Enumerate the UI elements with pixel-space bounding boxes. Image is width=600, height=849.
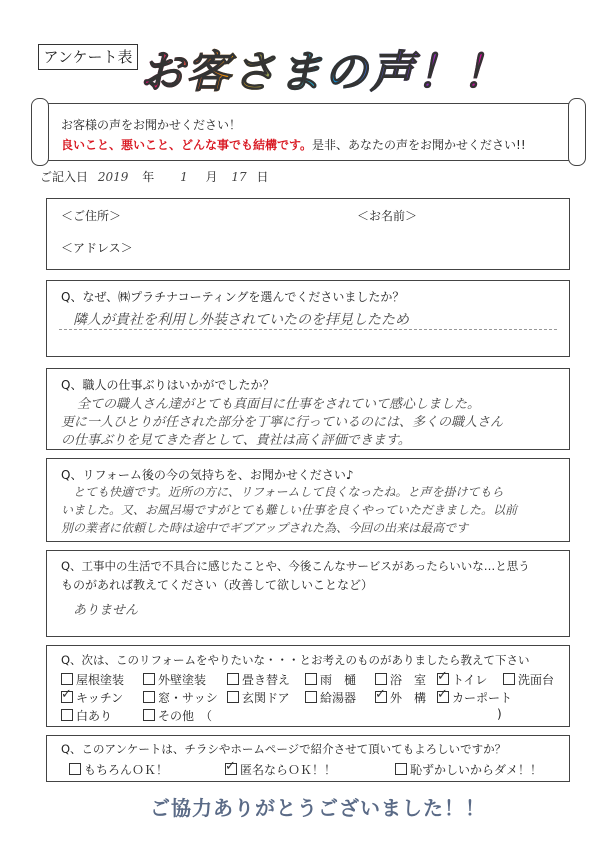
scroll-curl-left (31, 98, 49, 166)
option-carport[interactable]: ✓ カーポート (437, 689, 512, 706)
checkbox[interactable] (375, 673, 387, 685)
email-label: ＜アドレス＞ (61, 241, 133, 255)
scroll-curl-right (568, 98, 586, 166)
question-1-text: Q、なぜ、㈱プラチナコーティングを選んでくださいましたか？ (61, 290, 405, 304)
option-water-heater[interactable]: 給湯器 (305, 689, 356, 706)
question-4-line-1: Q、工事中の生活で不具合に感じたことや、今後こんなサービスがあったらいいな…と思う (61, 559, 530, 573)
entry-date (40, 168, 269, 185)
checkbox[interactable] (143, 709, 155, 721)
customer-info-box (46, 198, 570, 270)
intro-line-2 (61, 136, 526, 153)
option-wall-paint[interactable]: 外壁塗装 (143, 671, 206, 688)
checkbox[interactable] (143, 691, 155, 703)
answer-1-text: 隣人が貴社を利用し外装されていたのを拝見したため (73, 312, 409, 328)
entry-month-unit: 月 (205, 170, 218, 184)
entry-year: 2019 (97, 170, 129, 184)
question-4-line-2: ものがあれば教えてください（改善して欲しいことなど） (61, 578, 374, 592)
name-label: ＜お名前＞ (357, 209, 418, 223)
entry-year-unit: 年 (142, 170, 155, 184)
checkbox[interactable] (305, 691, 317, 703)
entry-day-unit: 日 (256, 170, 269, 184)
intro-line-1: お客様の声をお聞かせください！ (61, 118, 242, 132)
option-anonymous-ok[interactable]: ✓ 匿名ならＯＫ！！ (225, 761, 336, 778)
intro-banner (40, 103, 577, 161)
option-toilet[interactable]: ✓ トイレ (437, 671, 487, 688)
checkbox[interactable] (69, 763, 81, 775)
intro-line-2-rest: 是非、あなたの声をお聞かせください!! (312, 138, 526, 152)
intro-line-2-emphasis: 良いこと、悪いこと、どんな事でも結構です。 (61, 138, 313, 152)
answer-rule (59, 329, 557, 330)
entry-month: 1 (180, 170, 188, 184)
option-tatami[interactable]: 畳き替え (227, 671, 290, 688)
checkbox[interactable] (227, 673, 239, 685)
option-other-close: ) (497, 707, 502, 721)
entry-day: 17 (231, 170, 247, 184)
survey-tag: アンケート表 (38, 44, 138, 70)
option-bathroom[interactable]: 浴 室 (375, 671, 426, 688)
question-box-5 (46, 645, 570, 727)
answer-3-line-2: いました。又、お風呂場ですがとても難しい仕事を良くやっていただきました。以前 (61, 503, 518, 517)
option-gutter[interactable]: 雨 樋 (305, 671, 356, 688)
option-exterior[interactable]: ✓ 外 構 (375, 689, 426, 706)
answer-2-line-2: 更に一人ひとりが任された部分を丁寧に行っているのには、多くの職人さん (61, 415, 504, 430)
checkbox-checked[interactable] (375, 691, 387, 703)
answer-4-text: ありません (73, 603, 139, 618)
entry-date-label: ご記入日 (40, 170, 89, 184)
question-box-4 (46, 550, 570, 637)
question-3-text: Q、リフォーム後の今の気持ちを、お聞かせください♪ (61, 468, 354, 482)
checkbox[interactable] (143, 673, 155, 685)
answer-2-line-3: の仕事ぶりを見てきた者として、貴社は高く評価できます。 (61, 433, 411, 448)
checkbox[interactable] (503, 673, 515, 685)
address-label: ＜ご住所＞ (61, 209, 122, 223)
checkbox-checked[interactable] (437, 673, 449, 685)
checkbox[interactable] (227, 691, 239, 703)
question-box-3 (46, 458, 570, 542)
thanks-message: ご協力ありがとうございました！！ (150, 796, 486, 820)
checkbox-checked[interactable] (437, 691, 449, 703)
option-roof-paint[interactable]: 屋根塗装 (61, 671, 124, 688)
option-ok[interactable]: もちろんＯＫ！ (69, 761, 168, 778)
question-2-text: Q、職人の仕事ぶりはいかがでしたか？ (61, 378, 275, 392)
option-other[interactable]: その他 （ (143, 707, 212, 724)
option-washbasin[interactable]: 洗面台 (503, 671, 554, 688)
checkbox[interactable] (305, 673, 317, 685)
question-box-1 (46, 280, 570, 357)
question-box-2 (46, 368, 570, 450)
option-window-sash[interactable]: 窓・サッシ (143, 689, 218, 706)
question-5-text: Q、次は、このリフォームをやりたいな・・・とお考えのものがありましたら教えて下さい (61, 653, 530, 667)
checkbox[interactable] (61, 709, 73, 721)
option-termite[interactable]: 白あり (61, 707, 112, 724)
answer-3-line-3: 別の業者に依頼した時は途中でギブアップされた為、今回の出来は最高です (61, 521, 469, 535)
question-6-text: Q、このアンケートは、チラシやホームページで紹介させて頂いてもよろしいですか？ (61, 742, 507, 756)
answer-2-line-1: 全ての職人さん達がとても真面目に仕事をされていて感心しました。 (77, 397, 481, 412)
checkbox[interactable] (395, 763, 407, 775)
option-kitchen[interactable]: ✓キッチン (61, 689, 123, 706)
checkbox[interactable] (61, 673, 73, 685)
answer-3-line-1: とても快適です。近所の方に、リフォームして良くなったね。と声を掛けてもら (73, 485, 504, 499)
option-entrance-door[interactable]: 玄関ドア (227, 689, 290, 706)
checkbox-checked[interactable] (61, 691, 73, 703)
question-box-6 (46, 735, 570, 782)
option-no[interactable]: 恥ずかしいからダメ！！ (395, 761, 542, 778)
checkbox-checked[interactable] (225, 763, 237, 775)
page-title: お客さまの声！！ (140, 36, 508, 100)
